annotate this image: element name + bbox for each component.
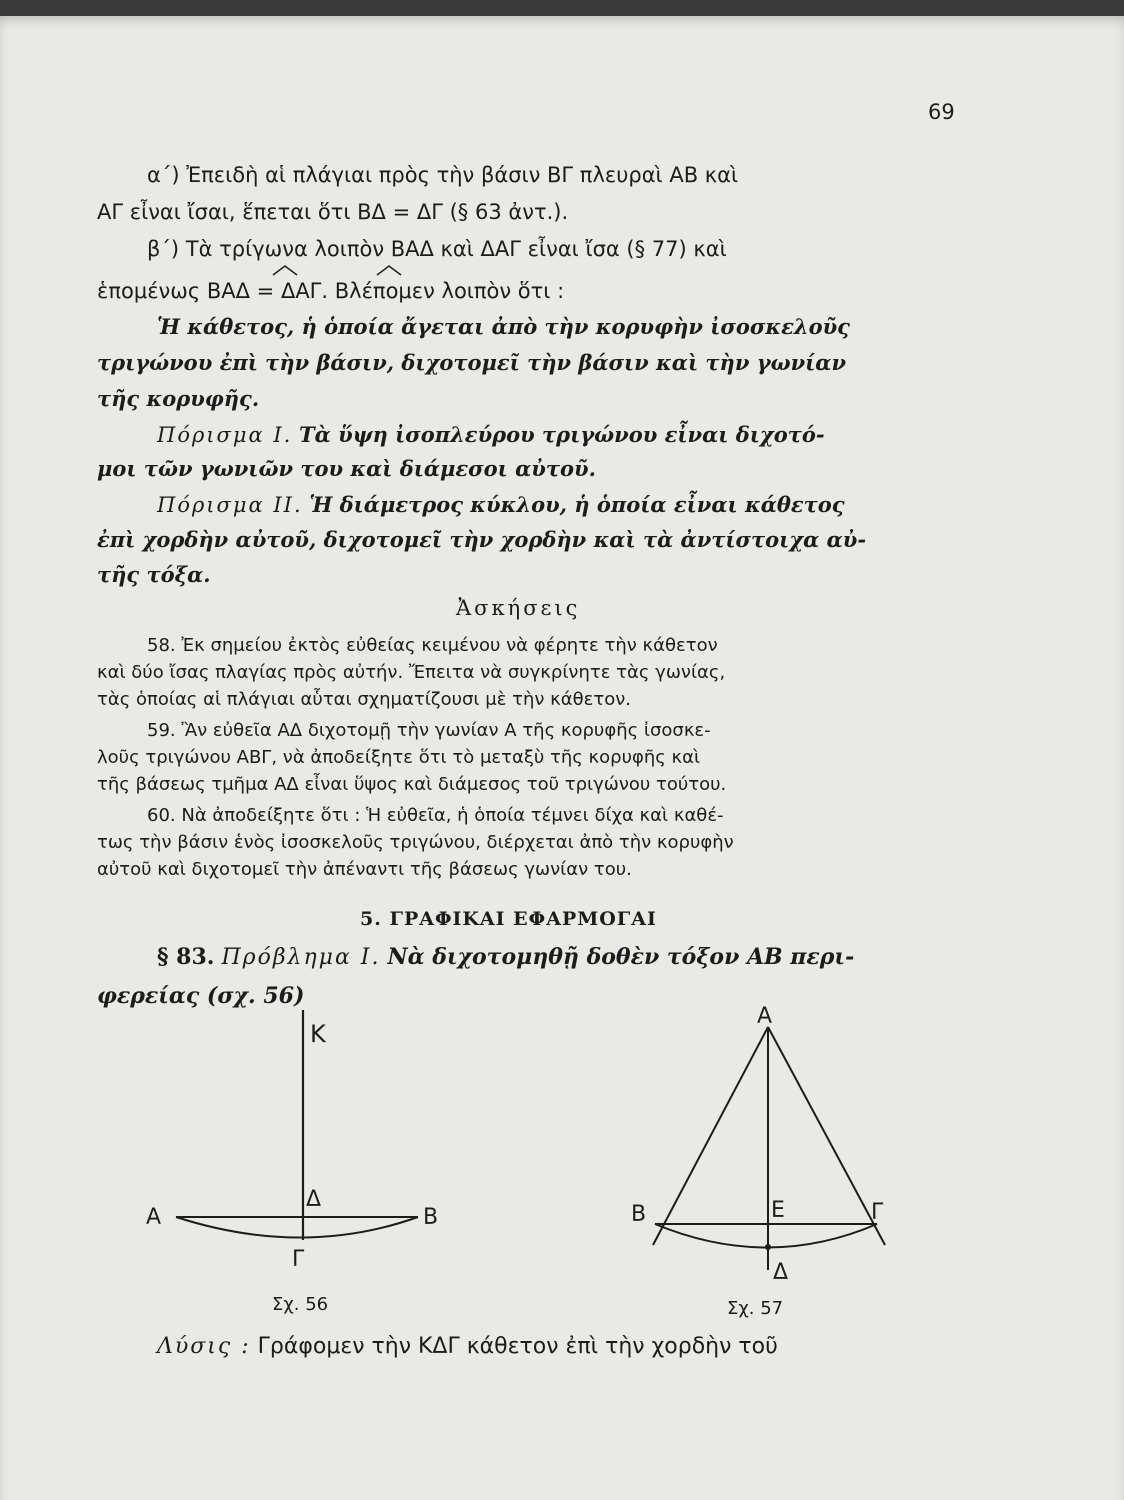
problem-text-2: φερείας (σχ. 56) [97,983,305,1009]
solution-line [157,1334,778,1360]
fig56-label-g: Γ [292,1247,305,1272]
exercise-59-line-1: 59. Ἂν εὐθεῖα ΑΔ διχοτομῇ τὴν γωνίαν Α τῆς κορυφῆς ἰσοσκε- [147,720,711,741]
corollary-2-text: Ἡ διάμετρος κύκλου, ἡ ὁποία εἶναι κάθετος [309,492,845,517]
fig56-label-d: Δ [306,1187,322,1212]
corollary-2-line-2: ἐπὶ χορδὴν αὐτοῦ, διχοτομεῖ τὴν χορδὴν καὶ τὰ ἀντίστοιχα αὐ- [97,527,867,552]
fig57-label-g: Γ [871,1200,884,1225]
theorem-line-1: Ἡ κάθετος, ἡ ὁποία ἄγεται ἀπὸ τὴν κορυφὴν ἰσοσκελοῦς [157,314,850,339]
figure-57-caption: Σχ. 57 [727,1298,784,1319]
corollary-2-label: Πόρισμα ΙΙ. [157,493,303,517]
problem-line-1 [157,944,854,971]
fig56-label-b: Β [423,1205,439,1230]
theorem-line-3: τῆς κορυφῆς. [97,386,260,411]
fig57-side-ag [768,1027,885,1245]
theorem-line-2: τριγώνου ἐπὶ τὴν βάσιν, διχοτομεῖ τὴν βάσιν καὶ τὴν γωνίαν [97,350,847,375]
fig56-label-k: Κ [310,1020,326,1048]
solution-text: Γράφομεν τὴν ΚΔΓ κάθετον ἐπὶ τὴν χορδὴν τοῦ [257,1334,778,1359]
angle-mark-dag [376,264,402,276]
figure-56 [140,1010,460,1290]
para-b-line-2: ἑπομένως ΒΑΔ = ΔΑΓ. Βλέπομεν λοιπὸν ὅτι : [97,279,565,303]
exercise-59-line-3: τῆς βάσεως τμῆμα ΑΔ εἶναι ὕψος καὶ διάμεσος τοῦ τριγώνου τούτου. [97,774,727,795]
exercises-title: Ἀσκήσεις [456,596,581,620]
section-heading: 5. ΓΡΑΦΙΚΑΙ ΕΦΑΡΜΟΓΑΙ [360,908,657,930]
fig57-label-d: Δ [773,1260,789,1285]
corollary-2-line-3: τῆς τόξα. [97,562,211,587]
solution-label: Λύσις : [157,1334,251,1359]
para-b-line-1: β΄) Τὰ τρίγωνα λοιπὸν ΒΑΔ καὶ ΔΑΓ εἶναι ἴσα (§ 77) καὶ [147,237,727,261]
problem-label: Πρόβλημα Ι. [221,945,381,970]
fig56-label-a: Α [146,1205,162,1230]
exercise-58-line-3: τὰς ὁποίας αἱ πλάγιαι αὗται σχηματίζουσι μὲ τὴν κάθετον. [97,689,632,710]
fig57-label-a: Α [757,1005,773,1029]
exercise-58-line-2: καὶ δύο ἴσας πλαγίας πρὸς αὐτήν. Ἔπειτα νὰ συγκρίνητε τὰς γωνίας, [97,662,726,683]
corollary-2-line-1 [157,492,845,518]
problem-number: § 83. [157,944,215,970]
fig56-arc [176,1217,418,1238]
corollary-1-label: Πόρισμα Ι. [157,423,293,447]
corollary-1-text: Τὰ ὕψη ἰσοπλεύρου τριγώνου εἶναι διχοτό- [299,422,825,447]
page-number: 69 [928,100,955,124]
exercise-59-line-2: λοῦς τριγώνου ΑΒΓ, νὰ ἀποδείξητε ὅτι τὸ μεταξὺ τῆς κορυφῆς καὶ [97,747,701,768]
fig57-label-e: Ε [771,1198,785,1223]
corollary-1-line-2: μοι τῶν γωνιῶν του καὶ διάμεσοι αὐτοῦ. [97,456,596,481]
para-a-line-2: ΑΓ εἶναι ἴσαι, ἕπεται ὅτι ΒΔ = ΔΓ (§ 63 ἀντ.). [97,200,569,224]
fig57-label-b: Β [631,1202,647,1227]
angle-mark-bad [272,264,298,276]
exercise-60-line-2: τως τὴν βάσιν ἑνὸς ἰσοσκελοῦς τριγώνου, διέρχεται ἀπὸ τὴν κορυφὴν [97,832,734,853]
problem-line-2 [97,983,304,1010]
exercise-60-line-3: αὐτοῦ καὶ διχοτομεῖ τὴν ἀπέναντι τῆς βάσεως γωνίαν του. [97,859,632,880]
fig57-arc [655,1224,877,1248]
fig57-side-ab [653,1027,768,1245]
fig57-point-d [765,1244,771,1250]
figure-56-caption: Σχ. 56 [272,1294,329,1315]
figure-57 [625,1005,910,1295]
problem-text: Νὰ διχοτομηθῇ δοθὲν τόξον ΑΒ περι- [387,944,855,970]
exercise-60-line-1: 60. Νὰ ἀποδείξητε ὅτι : Ἡ εὐθεῖα, ἡ ὁποία τέμνει δίχα καὶ καθέ- [147,805,724,826]
scan-top-edge [0,0,1124,16]
corollary-1-line-1 [157,422,825,448]
para-a-line-1: α΄) Ἐπειδὴ αἱ πλάγιαι πρὸς τὴν βάσιν ΒΓ πλευραὶ ΑΒ καὶ [147,163,739,187]
exercise-58-line-1: 58. Ἐκ σημείου ἐκτὸς εὐθείας κειμένου νὰ φέρητε τὴν κάθετον [147,635,718,656]
